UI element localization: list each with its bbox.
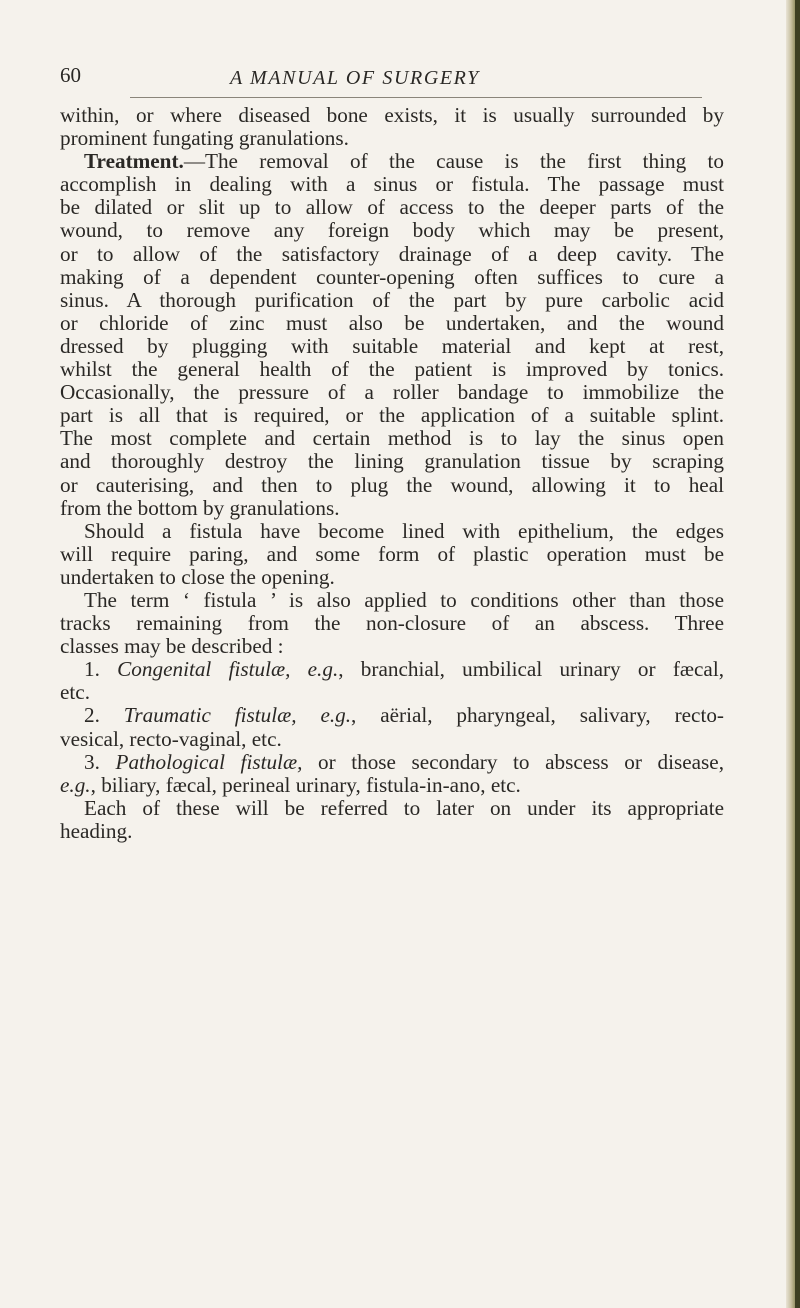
text-line: from the bottom by granulations. (60, 495, 340, 520)
text-line: wound, to remove any foreign body which may be present, (60, 218, 724, 243)
text-line: The term ‘ fistula ’ is also applied to conditions other than those (84, 587, 724, 612)
text-line: undertaken to close the opening. (60, 564, 335, 589)
text-line: heading. (60, 818, 133, 843)
header-rule (130, 97, 702, 98)
text-line (60, 774, 724, 797)
text-line: Should a fistula have become lined with epithelium, the edges (84, 518, 724, 543)
text-run: , biliary, fæcal, perineal urinary, fistula-in-ano, etc. (90, 772, 521, 797)
text-line: and thoroughly destroy the lining granulation tissue by scraping (60, 449, 724, 474)
section-heading-treatment: Treatment. (84, 149, 184, 174)
list-item-pathological (60, 751, 724, 774)
list-number: 1. (84, 657, 100, 682)
book-title: A MANUAL OF SURGERY (230, 67, 480, 89)
text-line: prominent fungating granulations. (60, 126, 349, 151)
list-term: Pathological fistulæ, (115, 749, 303, 774)
list-item-traumatic (60, 704, 724, 727)
page-number: 60 (60, 63, 81, 87)
page-edge-dark (795, 0, 800, 1308)
text-line: classes may be described : (60, 634, 284, 659)
text-line: dressed by plugging with suitable material and kept at rest, (60, 333, 724, 358)
list-term: Congenital fistulæ, e.g. (117, 657, 339, 682)
text-run: or those secondary to abscess or disease, (302, 749, 724, 774)
text-line (60, 150, 724, 173)
text-line: accomplish in dealing with a sinus or fistula. The passage must (60, 172, 724, 197)
body-text (60, 104, 724, 843)
list-term: Traumatic fistulæ, e.g. (123, 703, 352, 728)
text-run: , branchial, umbilical urinary or fæcal, (338, 657, 724, 682)
text-line: will require paring, and some form of plastic operation must be (60, 541, 724, 566)
text-line: etc. (60, 680, 90, 705)
text-line: or cauterising, and then to plug the wound, allowing it to heal (60, 472, 724, 497)
running-head (60, 64, 720, 94)
text-line: part is all that is required, or the application of a suitable splint. (60, 403, 724, 428)
text-line: whilst the general health of the patient is improved by tonics. (60, 357, 724, 382)
text-line: tracks remaining from the non-closure of an abscess. Three (60, 611, 724, 636)
list-item-congenital (60, 658, 724, 681)
text-line: vesical, recto-vaginal, etc. (60, 726, 282, 751)
text-run: , aërial, pharyngeal, salivary, recto- (351, 703, 724, 728)
text-line: The most complete and certain method is to lay the sinus open (60, 426, 724, 451)
text-run: —The removal of the cause is the first thing to (183, 149, 724, 174)
list-number: 3. (84, 749, 100, 774)
text-line: making of a dependent counter-opening often suffices to cure a (60, 264, 724, 289)
text-line: be dilated or slit up to allow of access to the deeper parts of the (60, 195, 724, 220)
text-line: sinus. A thorough purification of the part by pure carbolic acid (60, 287, 724, 312)
text-line: Occasionally, the pressure of a roller bandage to immobilize the (60, 380, 724, 405)
text-run-italic: e.g. (60, 772, 91, 797)
text-line: or to allow of the satisfactory drainage of a deep cavity. The (60, 241, 724, 266)
text-line: within, or where diseased bone exists, it is usually surrounded by (60, 103, 724, 127)
text-line: Each of these will be referred to later on under its appropriate (84, 795, 724, 820)
list-number: 2. (84, 703, 100, 728)
text-line: or chloride of zinc must also be undertaken, and the wound (60, 310, 724, 335)
